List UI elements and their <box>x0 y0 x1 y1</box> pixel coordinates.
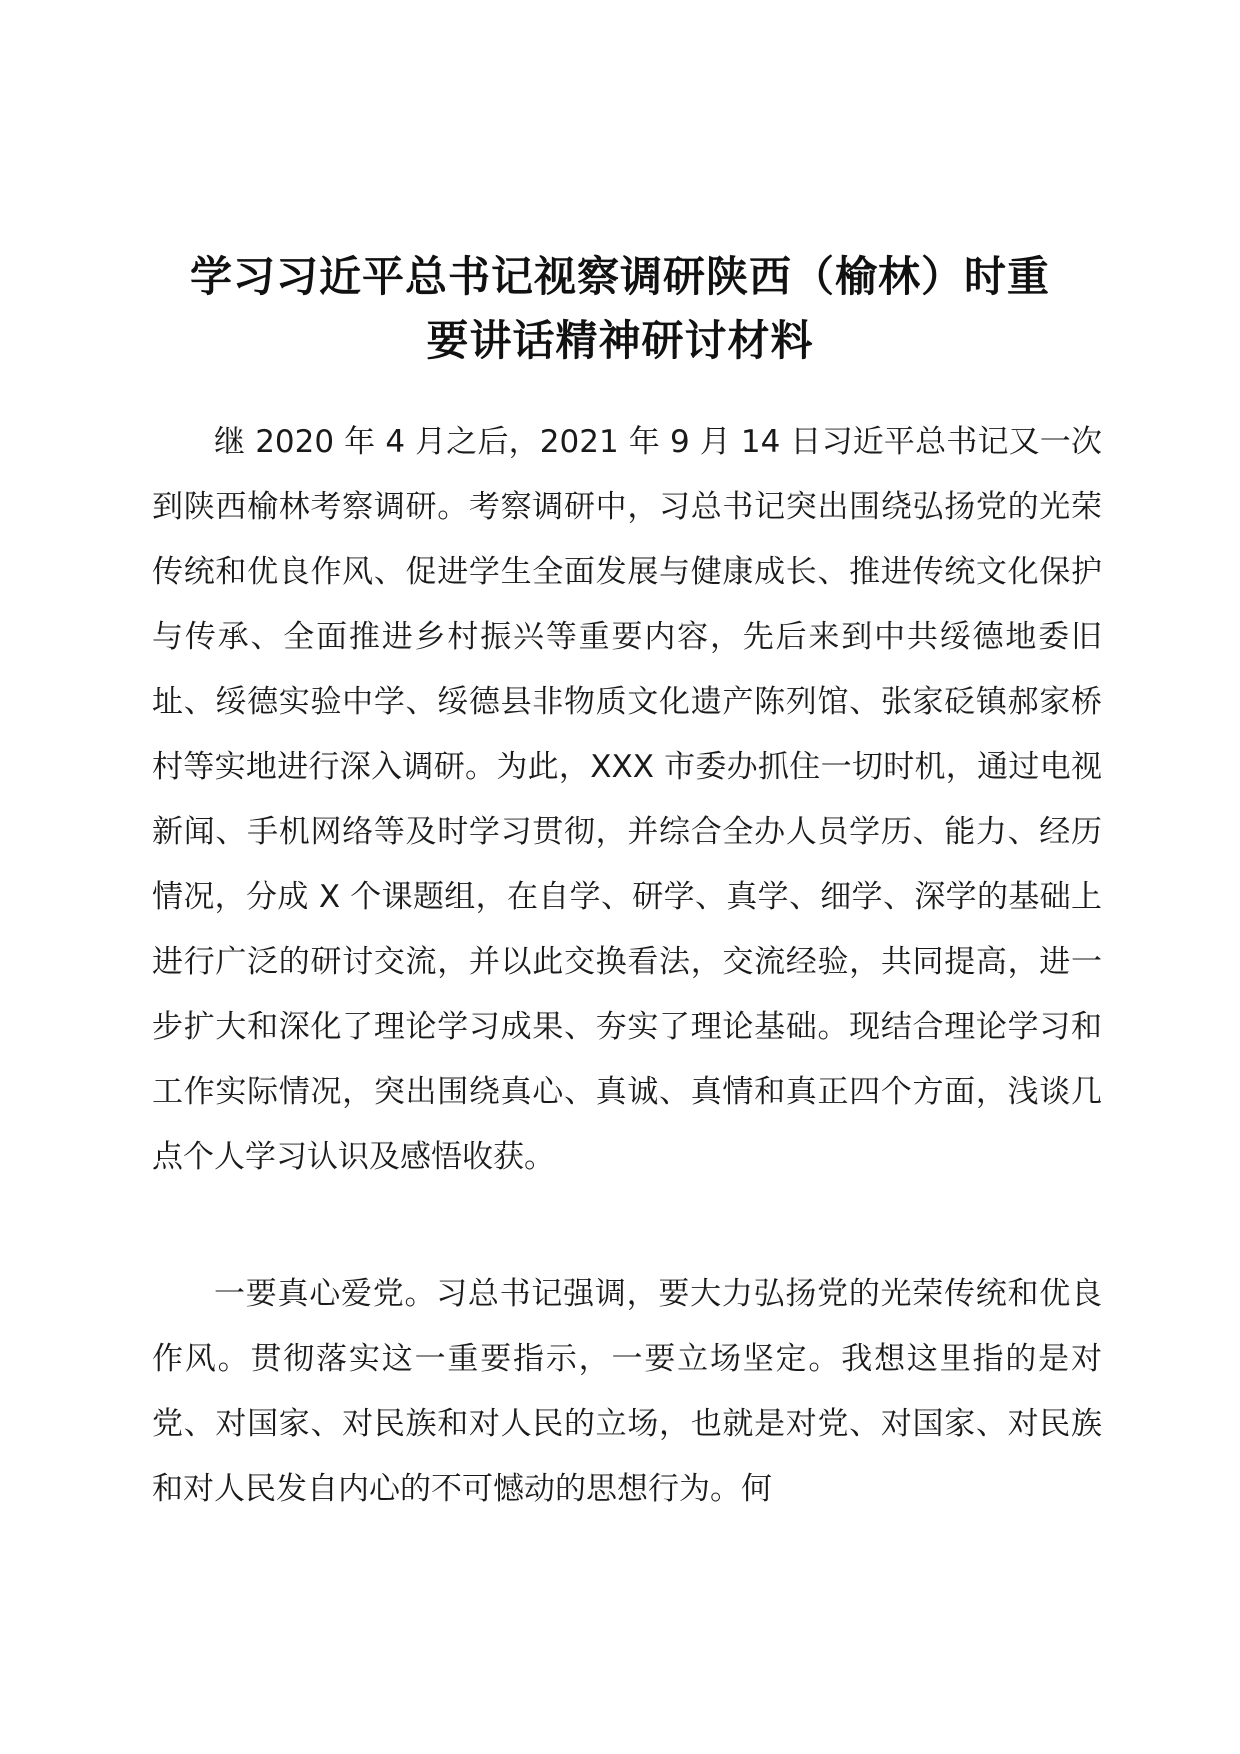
paragraph-intro: 继 2020 年 4 月之后，2021 年 9 月 14 日习近平总书记又一次到陕西榆林考察调研。考察调研中，习总书记突出围绕弘扬党的光荣传统和优良作风、促进学生全面发展与健康成长、推进传统文化保护与传承、全面推进乡村振兴等重要内容，先后来到中共绥德地委旧址、绥德实验中学、绥德县非物质文化遗产陈列馆、张家砭镇郝家桥村等实地进行深入调研。为此，XXX 市委办抓住一切时机，通过电视新闻、手机网络等及时学习贯彻，并综合全办人员学历、能力、经历情况，分成 X 个课题组，在自学、研学、真学、细学、深学的基础上进行广泛的研讨交流，并以此交换看法，交流经验，共同提高，进一步扩大和深化了理论学习成果、夯实了理论基础。现结合理论学习和工作实际情况，突出围绕真心、真诚、真情和真正四个方面，浅谈几点个人学习认识及感悟收获。 <box>152 424 1102 1175</box>
paragraph-point-one: 一要真心爱党。习总书记强调，要大力弘扬党的光荣传统和优良作风。贯彻落实这一重要指示，一要立场坚定。我想这里指的是对党、对国家、对民族和对人民的立场，也就是对党、对国家、对民族和对人民发自内心的不可憾动的思想行为。何 <box>152 1276 1102 1507</box>
title-line-2: 要讲话精神研讨材料 <box>426 316 814 365</box>
title-line-1: 学习习近平总书记视察调研陕西（榆林）时重 <box>189 252 1050 301</box>
document-title <box>150 245 1090 373</box>
